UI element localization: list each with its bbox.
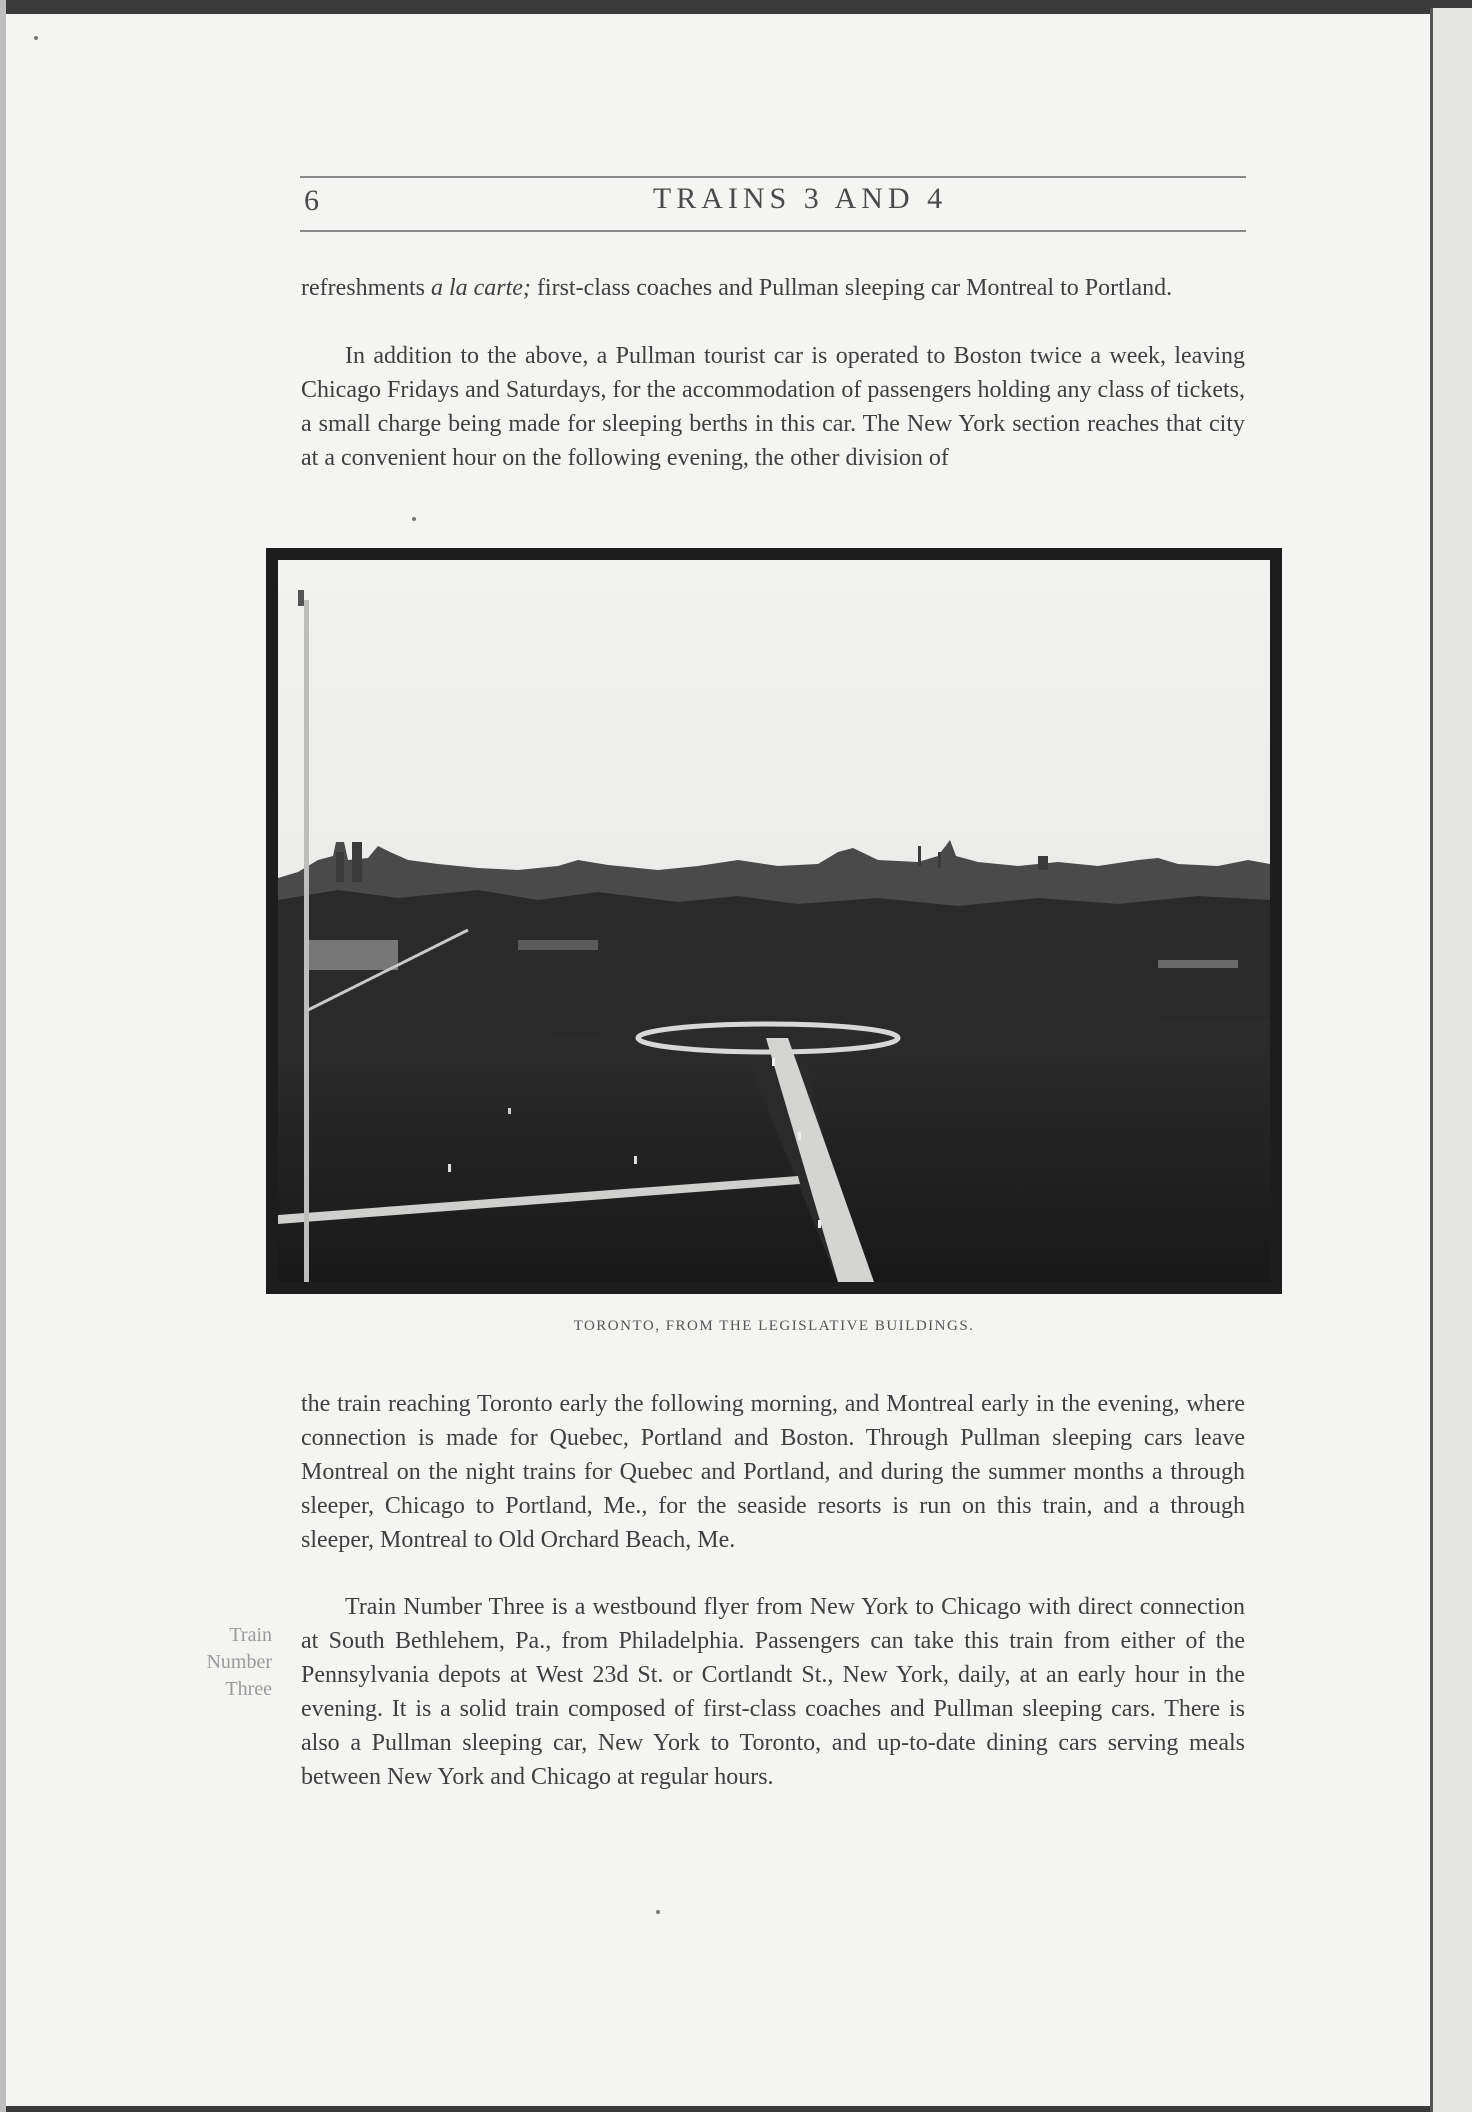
train-three-paragraph: Train Number Three is a westbound flyer from New York to Chicago with direct connection at South Bethlehem, Pa., from Philadelphia. Passengers can take this train from either of the Pennsylvania depots at West 23d St. or Cortlandt St., New York, daily, at an early hour in the evening. It is a solid train composed of first-class coaches and Pullman sleeping cars. There is also a Pullman sleeping car, New York to Toronto, and up-to-date dining cars serving meals between New York and Chicago at regular hours. bbox=[301, 1594, 1245, 1790]
paper-speck bbox=[656, 1910, 660, 1914]
page-number: 6 bbox=[304, 184, 319, 217]
a-la-carte-italic: a la carte; bbox=[430, 275, 531, 301]
photo-caption: TORONTO, FROM THE LEGISLATIVE BUILDINGS. bbox=[573, 1318, 975, 1334]
margin-note-line-3: Three bbox=[225, 1678, 272, 1700]
paper-speck bbox=[34, 36, 38, 40]
paper-speck bbox=[412, 517, 416, 521]
toronto-photograph bbox=[266, 548, 1282, 1294]
continuation-paragraph: the train reaching Toronto early the following morning, and Montreal early in the evening, where connection is made for Quebec, Portland and Boston. Through Pullman sleeping cars leave Montreal on the night trains for Quebec and Portland, and during the summer months a through sleeper, Chicago to Portland, Me., for the seaside resorts is run on this train, and a through sleeper, Montreal to Old Orchard Beach, Me. bbox=[301, 1391, 1245, 1553]
facing-page-edge bbox=[1430, 8, 1472, 2112]
margin-note-line-2: Number bbox=[206, 1651, 272, 1673]
header-rule-bottom bbox=[300, 230, 1246, 232]
running-title: TRAINS 3 AND 4 bbox=[652, 182, 948, 215]
margin-note-train-number-three bbox=[160, 1622, 272, 1703]
header-rule-top bbox=[300, 176, 1246, 178]
toronto-panorama-image bbox=[278, 560, 1270, 1282]
tourist-car-paragraph: In addition to the above, a Pullman tourist car is operated to Boston twice a week, leaving Chicago Fridays and Saturdays, for the accommodation of passengers holding any class of tickets, a small charge being made for sleeping berths in this car. The New York section reaches that city at a convenient hour on the following evening, the other division of bbox=[301, 343, 1245, 471]
top-line1-end: first-class coaches and Pullman sleeping car Montreal to Portland. bbox=[530, 275, 1173, 301]
top-line1-start: refreshments bbox=[301, 275, 431, 301]
top-paragraph-continuation bbox=[301, 271, 1245, 305]
margin-note-line-1: Train bbox=[229, 1624, 272, 1646]
